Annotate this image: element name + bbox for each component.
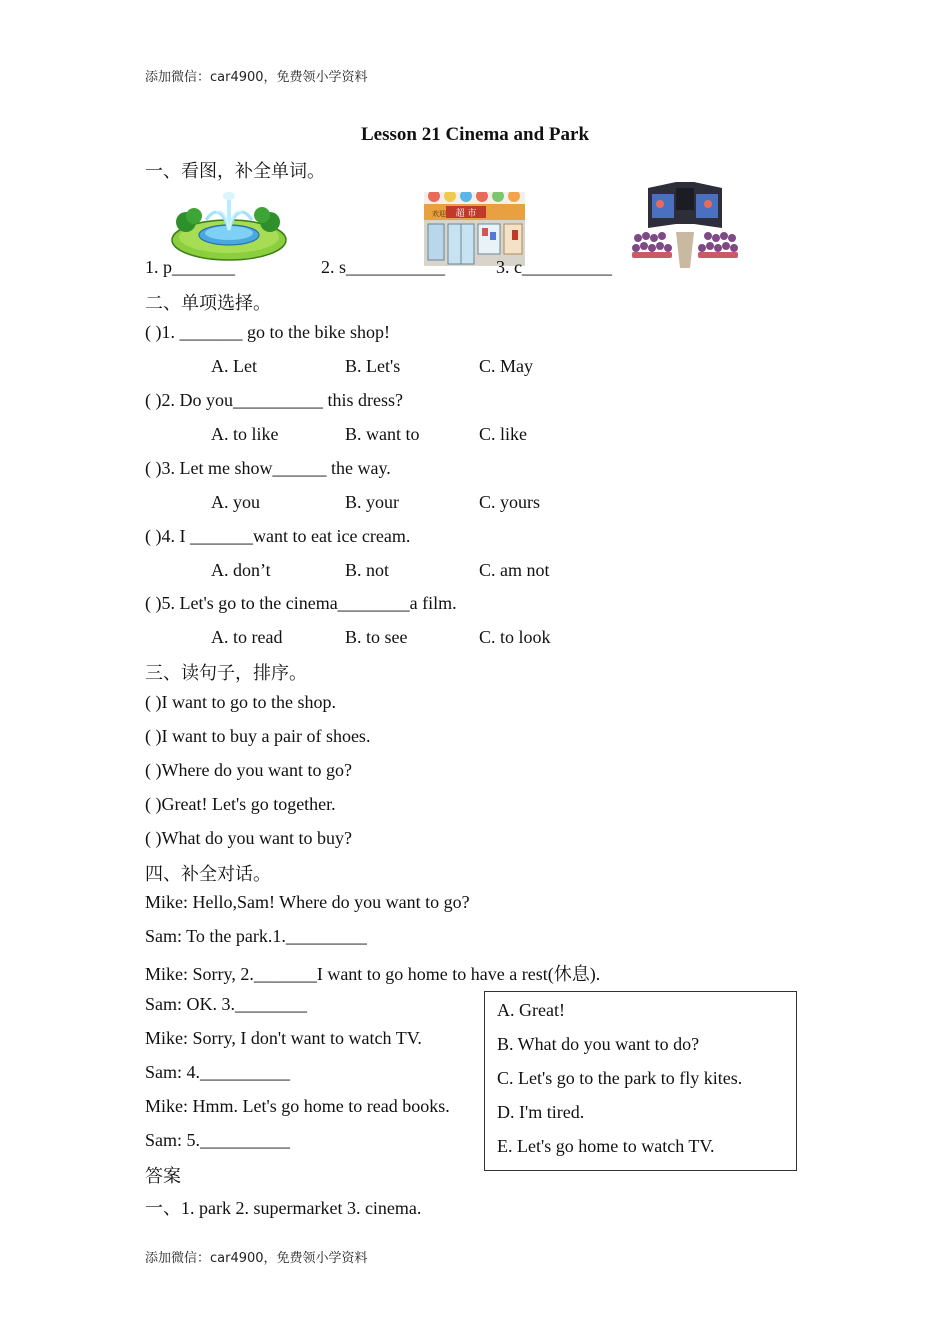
dialogue-line-1: Mike: Hello,Sam! Where do you want to go? bbox=[145, 892, 470, 912]
s1-item-1: 1. p_______ bbox=[145, 257, 235, 277]
svg-text:欢迎: 欢迎 bbox=[432, 210, 446, 218]
option-a: A. Great! bbox=[497, 1000, 565, 1020]
s2-q2-option-c: C. like bbox=[479, 424, 527, 444]
fountain-park-icon bbox=[170, 190, 288, 262]
s2-q3-option-c: C. yours bbox=[479, 492, 541, 512]
s2-q2-option-b: B. want to bbox=[345, 424, 420, 444]
section3-heading: 三、读句子，排序。 bbox=[145, 663, 307, 684]
s2-q4-option-a: A. don’t bbox=[211, 560, 271, 580]
s2-q4-option-b: B. not bbox=[345, 560, 390, 580]
s2-q1-option-c: C. May bbox=[479, 356, 533, 376]
page-title: Lesson 21 Cinema and Park bbox=[360, 124, 590, 145]
dialogue-line-5: Mike: Sorry, I don't want to watch TV. bbox=[145, 1028, 422, 1048]
s2-q5-option-a: A. to read bbox=[211, 627, 283, 647]
s2-question-3: ( )3. Let me show______ the way. bbox=[145, 458, 391, 478]
s3-item-1: ( )I want to go to the shop. bbox=[145, 692, 336, 712]
s2-q3-option-b: B. your bbox=[345, 492, 399, 512]
cinema-icon bbox=[630, 180, 740, 270]
s2-q5-option-b: B. to see bbox=[345, 627, 408, 647]
s1-item-3: 3. c__________ bbox=[496, 257, 612, 277]
options-box bbox=[484, 991, 797, 1171]
s2-q1-option-a: A. Let bbox=[211, 356, 257, 376]
option-b: B. What do you want to do? bbox=[497, 1034, 700, 1054]
s2-q1-option-b: B. Let's bbox=[345, 356, 401, 376]
s3-item-2: ( )I want to buy a pair of shoes. bbox=[145, 726, 371, 746]
s2-q2-option-a: A. to like bbox=[211, 424, 279, 444]
dialogue-line-7: Mike: Hmm. Let's go home to read books. bbox=[145, 1096, 450, 1116]
answers-heading: 答案 bbox=[145, 1166, 181, 1187]
s2-question-2: ( )2. Do you__________ this dress? bbox=[145, 390, 403, 410]
s3-item-4: ( )Great! Let's go together. bbox=[145, 794, 336, 814]
section4-heading: 四、补全对话。 bbox=[145, 864, 271, 885]
s3-item-3: ( )Where do you want to go? bbox=[145, 760, 352, 780]
svg-text:超 市: 超 市 bbox=[455, 209, 477, 219]
s2-question-1: ( )1. _______ go to the bike shop! bbox=[145, 322, 390, 342]
header-watermark: 添加微信：car4900，免费领小学资料 bbox=[145, 70, 368, 85]
dialogue-line-4: Sam: OK. 3.________ bbox=[145, 994, 307, 1014]
s3-item-5: ( )What do you want to buy? bbox=[145, 828, 352, 848]
s2-q4-option-c: C. am not bbox=[479, 560, 550, 580]
s2-q5-option-c: C. to look bbox=[479, 627, 551, 647]
dialogue-line-2: Sam: To the park.1._________ bbox=[145, 926, 367, 946]
s2-question-5: ( )5. Let's go to the cinema________a film. bbox=[145, 593, 457, 613]
footer-watermark: 添加微信：car4900，免费领小学资料 bbox=[145, 1251, 368, 1266]
s1-item-2: 2. s___________ bbox=[321, 257, 446, 277]
section1-heading: 一、看图，补全单词。 bbox=[145, 161, 325, 182]
dialogue-line-3: Mike: Sorry, 2._______I want to go home to have a rest(休息). bbox=[145, 964, 601, 984]
s2-question-4: ( )4. I _______want to eat ice cream. bbox=[145, 526, 411, 546]
section2-heading: 二、单项选择。 bbox=[145, 293, 271, 314]
option-e: E. Let's go home to watch TV. bbox=[497, 1136, 715, 1156]
s2-q3-option-a: A. you bbox=[211, 492, 260, 512]
answers-line-1: 一、1. park 2. supermarket 3. cinema. bbox=[145, 1198, 422, 1218]
dialogue-line-8: Sam: 5.__________ bbox=[145, 1130, 291, 1150]
dialogue-line-6: Sam: 4.__________ bbox=[145, 1062, 291, 1082]
option-c: C. Let's go to the park to fly kites. bbox=[497, 1068, 743, 1088]
supermarket-icon bbox=[424, 192, 525, 266]
option-d: D. I'm tired. bbox=[497, 1102, 585, 1122]
